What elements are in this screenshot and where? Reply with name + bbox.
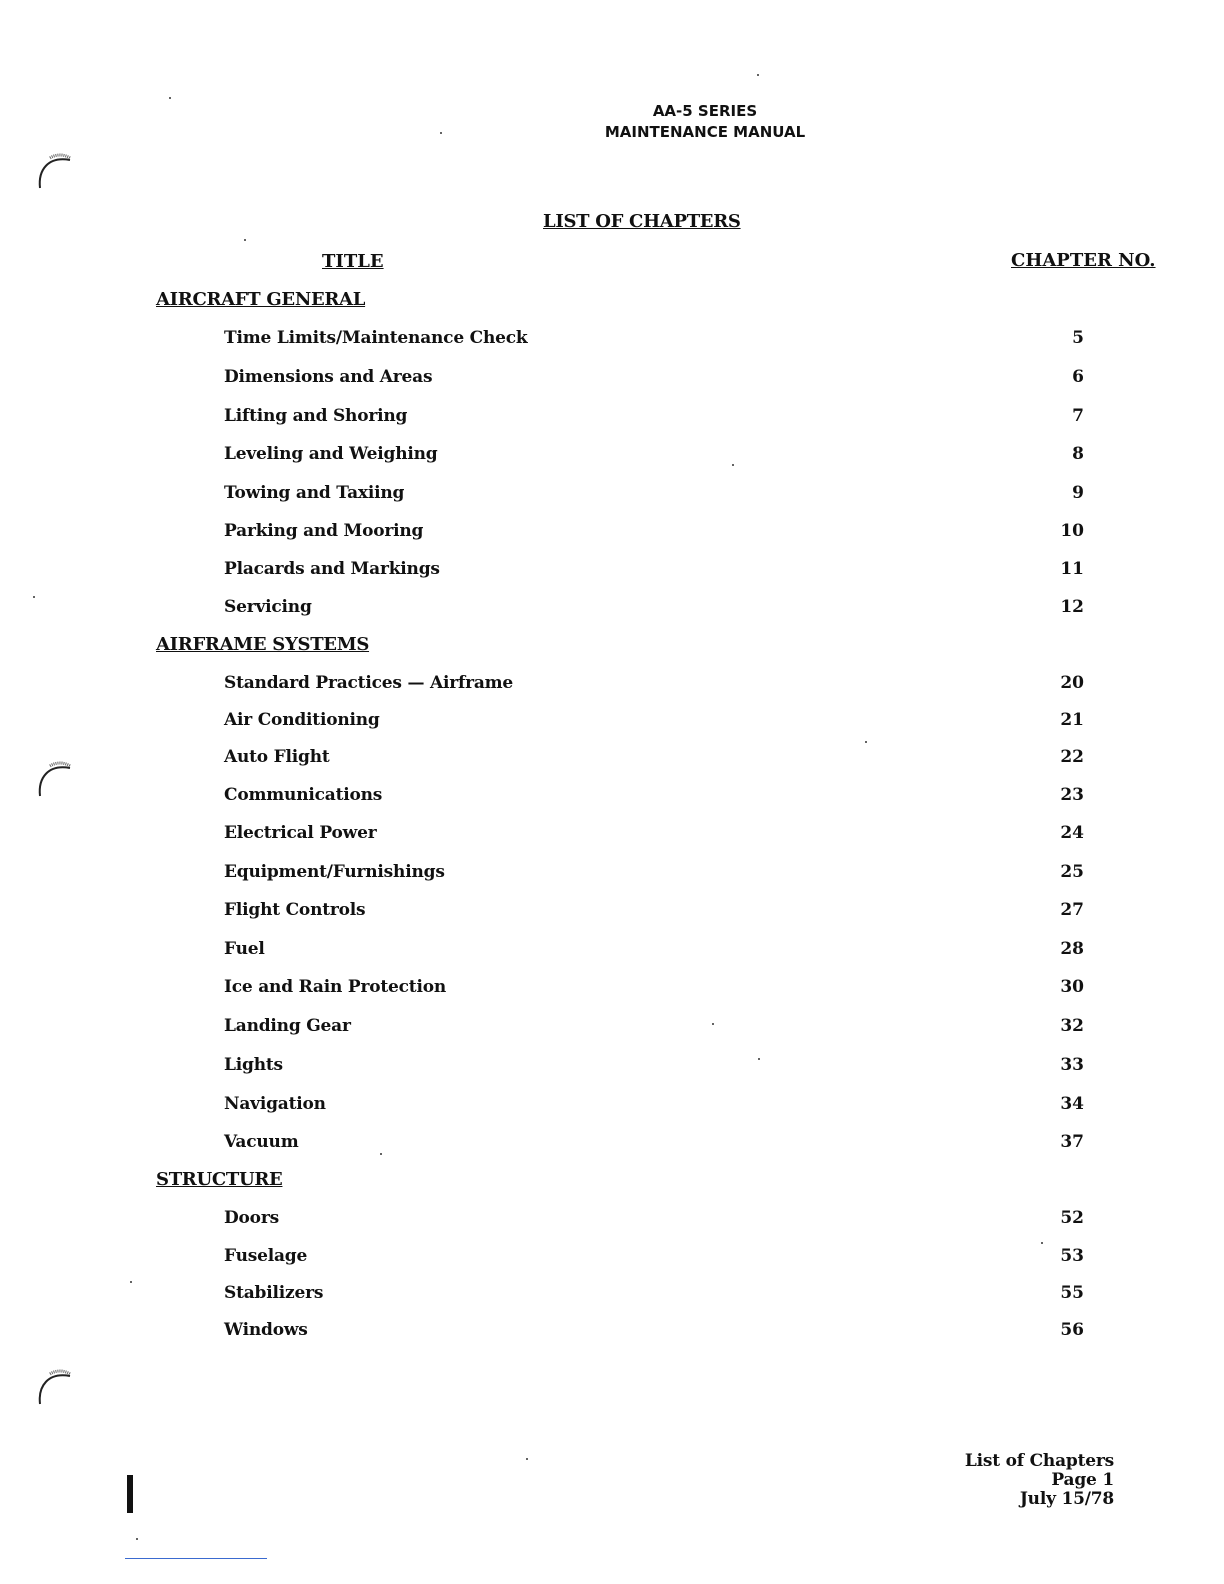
chapter-title: Dimensions and Areas xyxy=(224,367,433,387)
chapter-number: 8 xyxy=(1072,444,1084,464)
chapter-title: Lights xyxy=(224,1055,283,1075)
chapter-title: Equipment/Furnishings xyxy=(224,862,445,882)
list-item xyxy=(224,597,1084,621)
chapter-title: Air Conditioning xyxy=(224,710,380,730)
chapter-number: 25 xyxy=(1060,862,1084,882)
footer-page-number: Page 1 xyxy=(1051,1470,1114,1490)
scan-speck xyxy=(33,596,35,598)
chapter-title: Servicing xyxy=(224,597,312,617)
scan-speck xyxy=(440,132,442,134)
chapter-number: 20 xyxy=(1060,673,1084,693)
chapter-number: 37 xyxy=(1060,1132,1084,1152)
chapter-number: 10 xyxy=(1060,521,1084,541)
scan-speck xyxy=(136,1538,138,1540)
footer-date: July 15/78 xyxy=(1019,1489,1114,1509)
list-item xyxy=(224,521,1084,545)
list-item xyxy=(224,1283,1084,1307)
list-item xyxy=(224,710,1084,734)
punch-hole-icon xyxy=(36,758,72,798)
chapter-title: Vacuum xyxy=(224,1132,299,1152)
list-item xyxy=(224,977,1084,1001)
chapter-number: 7 xyxy=(1072,406,1084,426)
scan-speck xyxy=(244,239,246,241)
list-item xyxy=(224,939,1084,963)
page-footer xyxy=(965,1452,1114,1509)
chapter-number: 52 xyxy=(1060,1208,1084,1228)
chapter-title: Fuel xyxy=(224,939,265,959)
chapter-title: Standard Practices — Airframe xyxy=(224,673,514,693)
list-item xyxy=(224,1208,1084,1232)
manual-series: AA-5 SERIES xyxy=(652,102,758,120)
chapter-number: 11 xyxy=(1060,559,1084,579)
list-item xyxy=(224,1246,1084,1270)
list-item xyxy=(224,673,1084,697)
chapter-title: Parking and Mooring xyxy=(224,521,424,541)
chapter-title: Towing and Taxiing xyxy=(224,483,405,503)
chapter-title: Communications xyxy=(224,785,383,805)
scan-speck xyxy=(757,74,759,76)
chapter-title: Windows xyxy=(224,1320,308,1340)
chapter-number: 32 xyxy=(1060,1016,1084,1036)
list-item xyxy=(224,328,1084,352)
list-item xyxy=(224,483,1084,507)
column-header-chapter-no: CHAPTER NO. xyxy=(1011,250,1156,271)
chapter-title: Navigation xyxy=(224,1094,326,1114)
list-item xyxy=(224,444,1084,468)
bottom-rule xyxy=(125,1558,267,1559)
chapter-title: Landing Gear xyxy=(224,1016,351,1036)
chapter-number: 30 xyxy=(1060,977,1084,997)
chapter-number: 23 xyxy=(1060,785,1084,805)
list-item xyxy=(224,1320,1084,1344)
chapter-title: Fuselage xyxy=(224,1246,308,1266)
section-heading-structure: STRUCTURE xyxy=(156,1169,283,1190)
chapter-number: 27 xyxy=(1060,900,1084,920)
chapter-title: Lifting and Shoring xyxy=(224,406,408,426)
footer-label: List of Chapters xyxy=(964,1451,1114,1471)
column-header-title: TITLE xyxy=(322,251,384,272)
list-item xyxy=(224,406,1084,430)
chapter-number: 34 xyxy=(1060,1094,1084,1114)
chapter-number: 28 xyxy=(1060,939,1084,959)
chapter-number: 5 xyxy=(1072,328,1084,348)
chapter-number: 9 xyxy=(1072,483,1084,503)
scan-speck xyxy=(758,1058,760,1060)
manual-name: MAINTENANCE MANUAL xyxy=(604,123,806,141)
list-item xyxy=(224,823,1084,847)
scan-speck xyxy=(712,1023,714,1025)
list-item xyxy=(224,1055,1084,1079)
list-item xyxy=(224,1094,1084,1118)
punch-hole-icon xyxy=(36,1366,72,1406)
scan-speck xyxy=(169,97,171,99)
chapter-number: 53 xyxy=(1060,1246,1084,1266)
list-item xyxy=(224,367,1084,391)
chapter-number: 33 xyxy=(1060,1055,1084,1075)
scan-speck xyxy=(526,1458,528,1460)
section-heading-airframe-systems: AIRFRAME SYSTEMS xyxy=(156,634,370,655)
scan-speck xyxy=(732,464,734,466)
revision-change-bar xyxy=(127,1475,133,1513)
section-heading-aircraft-general: AIRCRAFT GENERAL xyxy=(156,289,366,310)
chapter-number: 24 xyxy=(1060,823,1084,843)
chapter-title: Stabilizers xyxy=(224,1283,324,1303)
chapter-number: 56 xyxy=(1060,1320,1084,1340)
punch-hole-icon xyxy=(36,150,72,190)
chapter-title: Flight Controls xyxy=(224,900,366,920)
chapter-title: Placards and Markings xyxy=(224,559,440,579)
chapter-number: 6 xyxy=(1072,367,1084,387)
list-item xyxy=(224,559,1084,583)
chapter-title: Ice and Rain Protection xyxy=(224,977,446,997)
scan-speck xyxy=(130,1281,132,1283)
chapter-title: Leveling and Weighing xyxy=(224,444,438,464)
chapter-number: 12 xyxy=(1060,597,1084,617)
chapter-title: Doors xyxy=(224,1208,279,1228)
chapter-title: Electrical Power xyxy=(224,823,377,843)
list-item xyxy=(224,1132,1084,1156)
chapter-number: 55 xyxy=(1060,1283,1084,1303)
scan-speck xyxy=(380,1153,382,1155)
list-item xyxy=(224,1016,1084,1040)
chapter-title: Auto Flight xyxy=(224,747,330,767)
list-item xyxy=(224,785,1084,809)
list-item xyxy=(224,900,1084,924)
chapter-number: 21 xyxy=(1060,710,1084,730)
list-item xyxy=(224,862,1084,886)
scan-speck xyxy=(1041,1242,1043,1244)
chapter-number: 22 xyxy=(1060,747,1084,767)
scan-speck xyxy=(865,741,867,743)
list-item xyxy=(224,747,1084,771)
page-title: LIST OF CHAPTERS xyxy=(543,211,741,232)
chapter-title: Time Limits/Maintenance Check xyxy=(224,328,528,348)
